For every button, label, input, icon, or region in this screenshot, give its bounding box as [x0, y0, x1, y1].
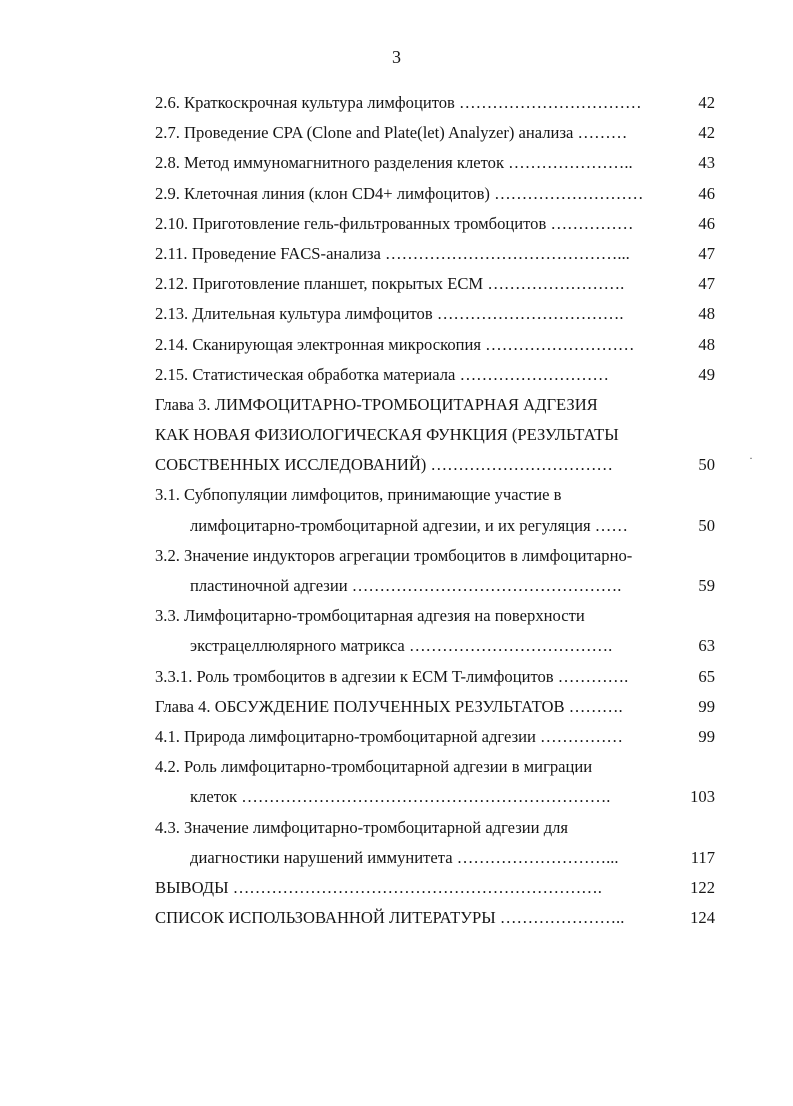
toc-entry-page: 42	[698, 123, 715, 143]
toc-entry-title: клеток ………………………………………………………….	[190, 787, 611, 807]
toc-entry-title: диагностики нарушений иммунитета ………………………...	[190, 847, 619, 867]
toc-chapter-heading	[155, 450, 715, 480]
toc-entry-title: 2.14. Сканирующая электронная микроскопия ………………………	[155, 334, 635, 354]
toc-entry-title: 2.10. Приготовление гель-фильтрованных тромбоцитов ……………	[155, 213, 634, 233]
toc-entry-title: 4.1. Природа лимфоцитарно-тромбоцитарной адгезии ……………	[155, 726, 624, 746]
toc-entry-title: 2.8. Метод иммуномагнитного разделения клеток …………………..	[155, 153, 633, 173]
toc-chapter-heading	[155, 390, 715, 420]
toc-entry-title: Глава 4. ОБСУЖДЕНИЕ ПОЛУЧЕННЫХ РЕЗУЛЬТАТОВ ……….	[155, 696, 623, 716]
toc-chapter-heading	[155, 420, 715, 450]
toc-entry	[155, 903, 715, 933]
toc-entry-title: 3.1. Субпопуляции лимфоцитов, принимающие участие в	[155, 485, 562, 505]
toc-entry	[155, 330, 715, 360]
toc-entry-page: 43	[698, 153, 715, 173]
toc-entry-title: пластиночной адгезии ………………………………………….	[190, 576, 622, 595]
toc-entry-title: 3.3.1. Роль тромбоцитов в адгезии к ECM T-лимфоцитов ………….	[155, 666, 629, 686]
toc-entry-title: 2.11. Проведение FACS-анализа ……………………………………...	[155, 243, 630, 263]
toc-entry-title: 3.2. Значение индукторов агрегации тромбоцитов в лимфоцитарно-	[155, 545, 633, 565]
toc-entry-page: 124	[690, 908, 715, 928]
toc-entry-continuation	[155, 843, 715, 873]
toc-entry-title: 2.9. Клеточная линия (клон CD4+ лимфоцитов) ………………………	[155, 183, 644, 203]
toc-entry-page: 47	[698, 274, 715, 294]
toc-entry-title: 2.13. Длительная культура лимфоцитов …………………………….	[155, 304, 624, 324]
toc-entry	[155, 480, 715, 510]
toc-entry	[155, 148, 715, 178]
toc-entry	[155, 88, 715, 118]
toc-entry-page: 50	[698, 515, 715, 535]
toc-entry-title: КАК НОВАЯ ФИЗИОЛОГИЧЕСКАЯ ФУНКЦИЯ (РЕЗУЛЬТАТЫ	[155, 425, 619, 445]
toc-entry-title: 4.3. Значение лимфоцитарно-тромбоцитарной адгезии для	[155, 817, 569, 837]
toc-entry-page: 117	[690, 847, 715, 867]
toc-entry-title: СОБСТВЕННЫХ ИССЛЕДОВАНИЙ) ……………………………	[155, 455, 614, 475]
toc-entry-title: лимфоцитарно-тромбоцитарной адгезии, и их регуляция ……	[190, 515, 628, 535]
toc-entry-title: 2.7. Проведение CPA (Clone and Plate(let) Analyzer) анализа ………	[155, 123, 628, 143]
toc-entry	[155, 360, 715, 390]
toc-entry-page: 42	[698, 93, 715, 112]
toc-entry-page: 49	[698, 364, 715, 384]
toc-entry-page: 103	[690, 787, 715, 807]
toc-entry-title: 2.15. Статистическая обработка материала ………………………	[155, 364, 609, 384]
table-of-contents	[155, 88, 715, 933]
toc-entry-page: 47	[698, 243, 715, 263]
toc-entry	[155, 873, 715, 903]
toc-entry	[155, 722, 715, 752]
toc-entry-title: 2.6. Краткоскрочная культура лимфоцитов ……………………………	[155, 93, 642, 112]
toc-entry-title: 4.2. Роль лимфоцитарно-тромбоцитарной адгезии в миграции	[155, 757, 593, 777]
toc-entry-continuation	[155, 782, 715, 812]
toc-entry	[155, 541, 715, 571]
toc-entry-page: 48	[698, 334, 715, 354]
toc-entry-continuation	[155, 571, 715, 601]
toc-entry	[155, 299, 715, 329]
scan-speck: ·	[749, 451, 753, 465]
toc-entry-title: 3.3. Лимфоцитарно-тромбоцитарная адгезия на поверхности	[155, 606, 585, 626]
toc-entry-page: 59	[698, 576, 715, 595]
toc-chapter-heading	[155, 692, 715, 722]
toc-entry-title: ВЫВОДЫ ………………………………………………………….	[155, 877, 602, 897]
toc-entry-page: 99	[698, 696, 715, 716]
toc-entry-title: Глава 3. ЛИМФОЦИТАРНО-ТРОМБОЦИТАРНАЯ АДГЕЗИЯ	[155, 394, 598, 414]
toc-entry	[155, 209, 715, 239]
toc-entry-page: 99	[698, 726, 715, 746]
toc-entry	[155, 601, 715, 631]
toc-entry-page: 46	[698, 183, 715, 203]
toc-entry	[155, 118, 715, 148]
toc-entry-page: 48	[698, 304, 715, 324]
toc-entry-page: 46	[698, 213, 715, 233]
toc-entry-continuation	[155, 511, 715, 541]
page-number: 3	[392, 47, 401, 67]
toc-entry-title: 2.12. Приготовление планшет, покрытых ECM …………………….	[155, 274, 625, 294]
toc-entry-page: 50	[698, 455, 715, 475]
toc-entry	[155, 269, 715, 299]
toc-entry	[155, 662, 715, 692]
toc-entry-title: СПИСОК ИСПОЛЬЗОВАННОЙ ЛИТЕРАТУРЫ …………………..	[155, 908, 625, 928]
toc-entry-page: 122	[690, 877, 715, 897]
toc-entry	[155, 239, 715, 269]
toc-entry-page: 63	[698, 636, 715, 656]
toc-entry	[155, 813, 715, 843]
toc-entry-page: 65	[698, 666, 715, 686]
toc-entry	[155, 179, 715, 209]
toc-entry-title: экстрацеллюлярного матрикса ……………………………….	[190, 636, 613, 656]
toc-entry	[155, 752, 715, 782]
toc-entry-continuation	[155, 631, 715, 661]
